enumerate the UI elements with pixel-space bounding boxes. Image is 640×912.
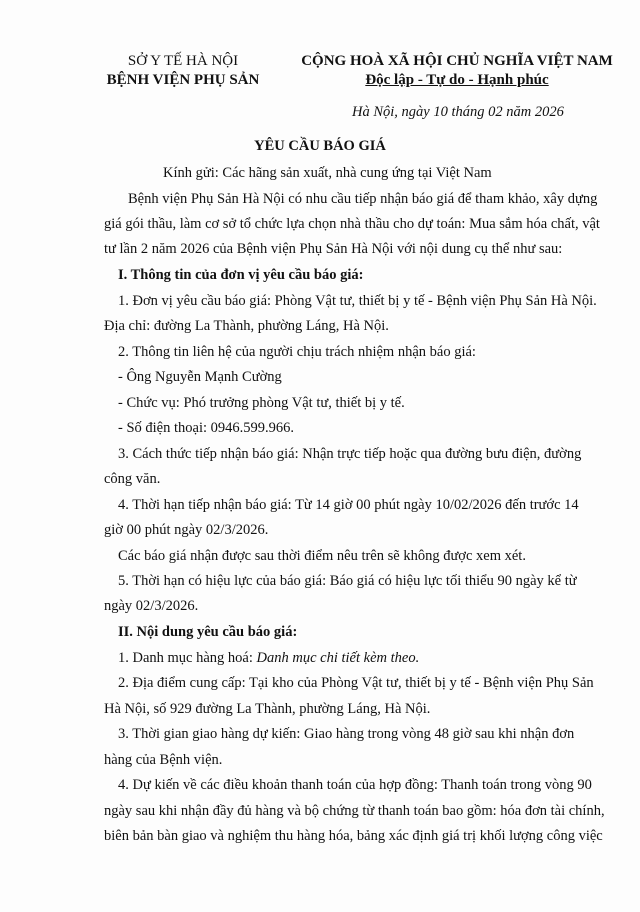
section2-line: 3. Thời gian giao hàng dự kiến: Giao hàng trong vòng 48 giờ sau khi nhận đơn (118, 726, 575, 742)
document-date: Hà Nội, ngày 10 tháng 02 năm 2026 (352, 104, 564, 120)
section2-line: biên bản bàn giao và nghiệm thu hàng hóa, bảng xác định giá trị khối lượng công việc (104, 828, 603, 844)
ministry-name: SỞ Y TẾ HÀ NỘI (127, 53, 239, 69)
section1-line: Địa chỉ: đường La Thành, phường Láng, Hà Nội. (104, 318, 389, 334)
section2-item-1 (118, 649, 419, 667)
section2-line: ngày sau khi nhận đầy đủ hàng và bộ chứng từ thanh toán bao gồm: hóa đơn tài chính, (104, 803, 605, 819)
national-header (292, 52, 622, 90)
motto: Độc lập - Tự do - Hạnh phúc (365, 72, 549, 88)
section-heading-1: I. Thông tin của đơn vị yêu cầu báo giá: (118, 267, 364, 283)
intro-line: tư lần 2 năm 2026 của Bệnh viện Phụ Sản Hà Nội với nội dung cụ thể như sau: (104, 241, 563, 257)
document-title: YÊU CẦU BÁO GIÁ (254, 138, 386, 154)
section-heading-2: II. Nội dung yêu cầu báo giá: (118, 624, 298, 640)
section1-line: 4. Thời hạn tiếp nhận báo giá: Từ 14 giờ 00 phút ngày 10/02/2026 đến trước 14 (118, 497, 579, 513)
section1-line: ngày 02/3/2026. (104, 598, 199, 614)
hospital-name: BỆNH VIỆN PHỤ SẢN (106, 72, 260, 88)
section2-line: Hà Nội, số 929 đường La Thành, phường Láng, Hà Nội. (104, 701, 431, 717)
item1-attachment-note: Danh mục chi tiết kèm theo. (256, 650, 420, 666)
section1-line: giờ 00 phút ngày 02/3/2026. (104, 522, 269, 538)
section1-line: 2. Thông tin liên hệ của người chịu trách nhiệm nhận báo giá: (118, 344, 476, 360)
section1-line: 5. Thời hạn có hiệu lực của báo giá: Báo giá có hiệu lực tối thiểu 90 ngày kể từ (118, 573, 577, 589)
intro-line: Bệnh viện Phụ Sản Hà Nội có nhu cầu tiếp nhận báo giá để tham khảo, xây dựng (128, 191, 598, 207)
section1-line: - Số điện thoại: 0946.599.966. (118, 420, 295, 436)
section1-line: công văn. (104, 471, 161, 487)
section1-line: 3. Cách thức tiếp nhận báo giá: Nhận trực tiếp hoặc qua đường bưu điện, đường (118, 446, 582, 462)
country-name: CỘNG HOÀ XÃ HỘI CHỦ NGHĨA VIỆT NAM (301, 53, 613, 69)
intro-line: giá gói thầu, làm cơ sở tổ chức lựa chọn nhà thầu cho dự toán: Mua sắm hóa chất, vật (104, 216, 600, 232)
section2-line: 4. Dự kiến về các điều khoản thanh toán của hợp đồng: Thanh toán trong vòng 90 (118, 777, 592, 793)
greeting: Kính gửi: Các hãng sản xuất, nhà cung ứng tại Việt Nam (163, 165, 492, 181)
section1-line: - Ông Nguyễn Mạnh Cường (118, 369, 282, 385)
section1-line: - Chức vụ: Phó trưởng phòng Vật tư, thiết bị y tế. (118, 395, 405, 411)
section1-line: 1. Đơn vị yêu cầu báo giá: Phòng Vật tư, thiết bị y tế - Bệnh viện Phụ Sản Hà Nội. (118, 293, 597, 309)
item1-prefix: 1. Danh mục hàng hoá: (118, 650, 257, 666)
section1-line: Các báo giá nhận được sau thời điểm nêu trên sẽ không được xem xét. (118, 548, 526, 564)
section2-line: 2. Địa điểm cung cấp: Tại kho của Phòng Vật tư, thiết bị y tế - Bệnh viện Phụ Sản (118, 675, 594, 691)
agency-header (88, 52, 278, 90)
section2-line: hàng của Bệnh viện. (104, 752, 223, 768)
